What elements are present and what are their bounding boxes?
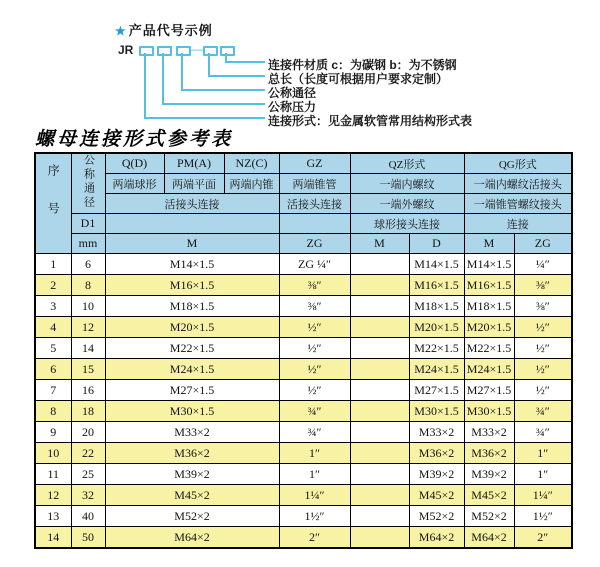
header-conn2-qz: 球形接头连接 <box>350 214 464 234</box>
cell-qg_m: M64×2 <box>464 527 514 549</box>
code-prefix: JR <box>118 43 134 57</box>
cell-m: M16×1.5 <box>105 275 279 296</box>
table-body <box>35 254 572 549</box>
cell-qg_zg: 2″ <box>514 527 572 549</box>
label-length: 总长（长度可根据用户要求定制） <box>268 72 449 86</box>
header-form-nz: NZ(C) <box>224 153 279 174</box>
cell-m: M52×2 <box>105 506 279 527</box>
cell-zg: 1″ <box>279 464 350 485</box>
cell-qz_m <box>350 485 409 506</box>
diagram-title-text: 产品代号示例 <box>128 23 213 38</box>
cell-qg_m: M18×1.5 <box>464 296 514 317</box>
cell-qz_m <box>350 317 409 338</box>
header-d1: D1 <box>71 214 105 234</box>
label-conn-form: 连接形式：见金属软管常用结构形式表 <box>268 114 473 128</box>
header-unit-m-left: M <box>105 234 279 254</box>
table-row <box>35 464 572 485</box>
cell-qz_d: M24×1.5 <box>409 359 464 380</box>
cell-zg: 1¼″ <box>279 485 350 506</box>
label-material: 连接件材质 c：为碳钢 b：为不锈钢 <box>268 58 457 72</box>
header-unit-zg-gz: ZG <box>279 234 350 254</box>
header-form-qz: QZ形式 <box>350 153 464 174</box>
table-row <box>35 359 572 380</box>
cell-qg_m: M27×1.5 <box>464 380 514 401</box>
header-conn-gz: 活接头连接 <box>279 194 350 214</box>
cell-qz_d: M20×1.5 <box>409 317 464 338</box>
cell-no: 13 <box>35 506 71 527</box>
header-mm: mm <box>71 234 105 254</box>
cell-qg_m: M24×1.5 <box>464 359 514 380</box>
cell-qg_zg: ¼″ <box>514 254 572 275</box>
header-form-gz: GZ <box>279 153 350 174</box>
code-box-2 <box>157 46 172 56</box>
cell-dn: 32 <box>71 485 105 506</box>
cell-qz_m <box>350 443 409 464</box>
cell-dn: 16 <box>71 380 105 401</box>
cell-m: M36×2 <box>105 443 279 464</box>
cell-qz_m <box>350 506 409 527</box>
table-row <box>35 254 572 275</box>
cell-zg: ½″ <box>279 317 350 338</box>
header-desc-gz: 两端锥管 <box>279 174 350 194</box>
cell-dn: 40 <box>71 506 105 527</box>
header-desc-qd: 两端球形 <box>105 174 164 194</box>
cell-qz_m <box>350 464 409 485</box>
cell-dn: 50 <box>71 527 105 549</box>
code-dash: — <box>191 42 203 56</box>
nut-connection-table <box>34 152 573 549</box>
cell-zg: ½″ <box>279 359 350 380</box>
cell-qz_d: M64×2 <box>409 527 464 549</box>
cell-qz_m <box>350 422 409 443</box>
table-row <box>35 317 572 338</box>
star-icon: ★ <box>115 24 127 38</box>
cell-qg_zg: ½″ <box>514 338 572 359</box>
cell-no: 6 <box>35 359 71 380</box>
cell-dn: 12 <box>71 317 105 338</box>
table-title: 螺母连接形式参考表 <box>35 128 234 150</box>
label-pressure: 公称压力 <box>268 100 317 114</box>
cell-qg_zg: 1¼″ <box>514 485 572 506</box>
cell-m: M20×1.5 <box>105 317 279 338</box>
cell-dn: 18 <box>71 401 105 422</box>
cell-no: 10 <box>35 443 71 464</box>
table-row <box>35 506 572 527</box>
connector-line <box>208 75 265 77</box>
header-diameter-text: 公称通径 <box>82 154 95 210</box>
cell-qz_d: M45×2 <box>409 485 464 506</box>
cell-zg: 2″ <box>279 527 350 549</box>
cell-dn: 8 <box>71 275 105 296</box>
table-row <box>35 401 572 422</box>
cell-m: M14×1.5 <box>105 254 279 275</box>
cell-m: M18×1.5 <box>105 296 279 317</box>
cell-dn: 15 <box>71 359 105 380</box>
cell-qz_d: M33×2 <box>409 422 464 443</box>
cell-zg: 1½″ <box>279 506 350 527</box>
cell-qg_m: M14×1.5 <box>464 254 514 275</box>
connector-line <box>144 117 265 119</box>
cell-zg: ZG ¼″ <box>279 254 350 275</box>
connector-line <box>162 53 164 105</box>
cell-qz_m <box>350 296 409 317</box>
cell-qg_m: M39×2 <box>464 464 514 485</box>
cell-qg_zg: ½″ <box>514 380 572 401</box>
table-row <box>35 380 572 401</box>
cell-qg_zg: ½″ <box>514 317 572 338</box>
cell-m: M64×2 <box>105 527 279 549</box>
cell-zg: 1″ <box>279 443 350 464</box>
cell-qz_m <box>350 359 409 380</box>
cell-qg_zg: ¾″ <box>514 422 572 443</box>
cell-qg_zg: ¾″ <box>514 401 572 422</box>
code-box-1 <box>139 46 154 56</box>
cell-qg_m: M52×2 <box>464 506 514 527</box>
cell-zg: ½″ <box>279 380 350 401</box>
diagram-title <box>115 20 213 39</box>
cell-qz_m <box>350 401 409 422</box>
cell-qg_m: M20×1.5 <box>464 317 514 338</box>
cell-qz_d: M14×1.5 <box>409 254 464 275</box>
header-conn-left: 活接头连接 <box>105 194 279 214</box>
cell-qg_m: M16×1.5 <box>464 275 514 296</box>
cell-no: 1 <box>35 254 71 275</box>
header-serial <box>35 153 71 254</box>
header-blank-gz <box>279 214 350 234</box>
table-row <box>35 527 572 549</box>
table-row <box>35 338 572 359</box>
cell-no: 8 <box>35 401 71 422</box>
cell-no: 9 <box>35 422 71 443</box>
table-row <box>35 485 572 506</box>
cell-dn: 10 <box>71 296 105 317</box>
cell-qz_m <box>350 380 409 401</box>
header-desc-pm: 两端平面 <box>164 174 224 194</box>
connector-line <box>144 53 146 119</box>
code-box-5 <box>220 46 235 56</box>
table-row <box>35 422 572 443</box>
cell-no: 7 <box>35 380 71 401</box>
cell-zg: ⅜″ <box>279 296 350 317</box>
header-desc-nz: 两端内锥 <box>224 174 279 194</box>
cell-m: M33×2 <box>105 422 279 443</box>
cell-qz_d: M18×1.5 <box>409 296 464 317</box>
connector-line <box>208 53 210 77</box>
cell-dn: 25 <box>71 464 105 485</box>
cell-m: M30×1.5 <box>105 401 279 422</box>
header-unit-d-qz: D <box>409 234 464 254</box>
header-desc-qg: 一端内螺纹活接头 <box>464 174 572 194</box>
cell-zg: ¾″ <box>279 422 350 443</box>
cell-no: 2 <box>35 275 71 296</box>
cell-dn: 20 <box>71 422 105 443</box>
cell-zg: ⅜″ <box>279 275 350 296</box>
cell-qz_d: M30×1.5 <box>409 401 464 422</box>
cell-no: 14 <box>35 527 71 549</box>
cell-qg_m: M33×2 <box>464 422 514 443</box>
cell-no: 11 <box>35 464 71 485</box>
cell-qg_m: M36×2 <box>464 443 514 464</box>
cell-dn: 14 <box>71 338 105 359</box>
label-diameter: 公称通径 <box>268 86 317 100</box>
cell-dn: 22 <box>71 443 105 464</box>
table-header <box>35 153 572 254</box>
code-box-4 <box>203 46 218 56</box>
cell-zg: ¾″ <box>279 401 350 422</box>
cell-qz_d: M27×1.5 <box>409 380 464 401</box>
cell-zg: ½″ <box>279 338 350 359</box>
header-conn2-qg: 连接 <box>464 214 572 234</box>
cell-m: M27×1.5 <box>105 380 279 401</box>
table-row <box>35 275 572 296</box>
cell-no: 4 <box>35 317 71 338</box>
cell-qg_zg: ⅜″ <box>514 275 572 296</box>
cell-qz_d: M22×1.5 <box>409 338 464 359</box>
header-serial-text: 序号 <box>46 164 61 240</box>
header-diameter <box>71 153 105 214</box>
cell-no: 3 <box>35 296 71 317</box>
cell-dn: 6 <box>71 254 105 275</box>
cell-qz_m <box>350 275 409 296</box>
table-row <box>35 443 572 464</box>
cell-qg_m: M30×1.5 <box>464 401 514 422</box>
cell-qg_zg: ½″ <box>514 359 572 380</box>
cell-m: M24×1.5 <box>105 359 279 380</box>
connector-line <box>181 89 265 91</box>
connector-line <box>225 61 265 63</box>
header-conn-qz: 一端外螺纹 <box>350 194 464 214</box>
cell-qz_d: M36×2 <box>409 443 464 464</box>
connector-line <box>181 53 183 91</box>
header-form-qg: QG形式 <box>464 153 572 174</box>
cell-qg_zg: 1″ <box>514 464 572 485</box>
cell-no: 12 <box>35 485 71 506</box>
cell-qz_d: M39×2 <box>409 464 464 485</box>
code-box-3 <box>176 46 191 56</box>
connector-line <box>162 103 265 105</box>
cell-qg_zg: 1″ <box>514 443 572 464</box>
cell-qz_m <box>350 338 409 359</box>
cell-m: M45×2 <box>105 485 279 506</box>
cell-qg_zg: ⅜″ <box>514 296 572 317</box>
header-conn-qg: 一端锥管螺纹接头 <box>464 194 572 214</box>
cell-qz_m <box>350 254 409 275</box>
header-form-pm: PM(A) <box>164 153 224 174</box>
cell-qz_d: M16×1.5 <box>409 275 464 296</box>
header-desc-qz: 一端内螺纹 <box>350 174 464 194</box>
cell-qz_d: M52×2 <box>409 506 464 527</box>
cell-qz_m <box>350 527 409 549</box>
cell-no: 5 <box>35 338 71 359</box>
header-blank-left <box>105 214 279 234</box>
table-row <box>35 296 572 317</box>
header-unit-zg-qg: ZG <box>514 234 572 254</box>
cell-qg_m: M22×1.5 <box>464 338 514 359</box>
header-unit-m-qg: M <box>464 234 514 254</box>
header-unit-m-qz: M <box>350 234 409 254</box>
cell-m: M39×2 <box>105 464 279 485</box>
cell-m: M22×1.5 <box>105 338 279 359</box>
header-form-qd: Q(D) <box>105 153 164 174</box>
cell-qg_m: M45×2 <box>464 485 514 506</box>
cell-qg_zg: 1½″ <box>514 506 572 527</box>
